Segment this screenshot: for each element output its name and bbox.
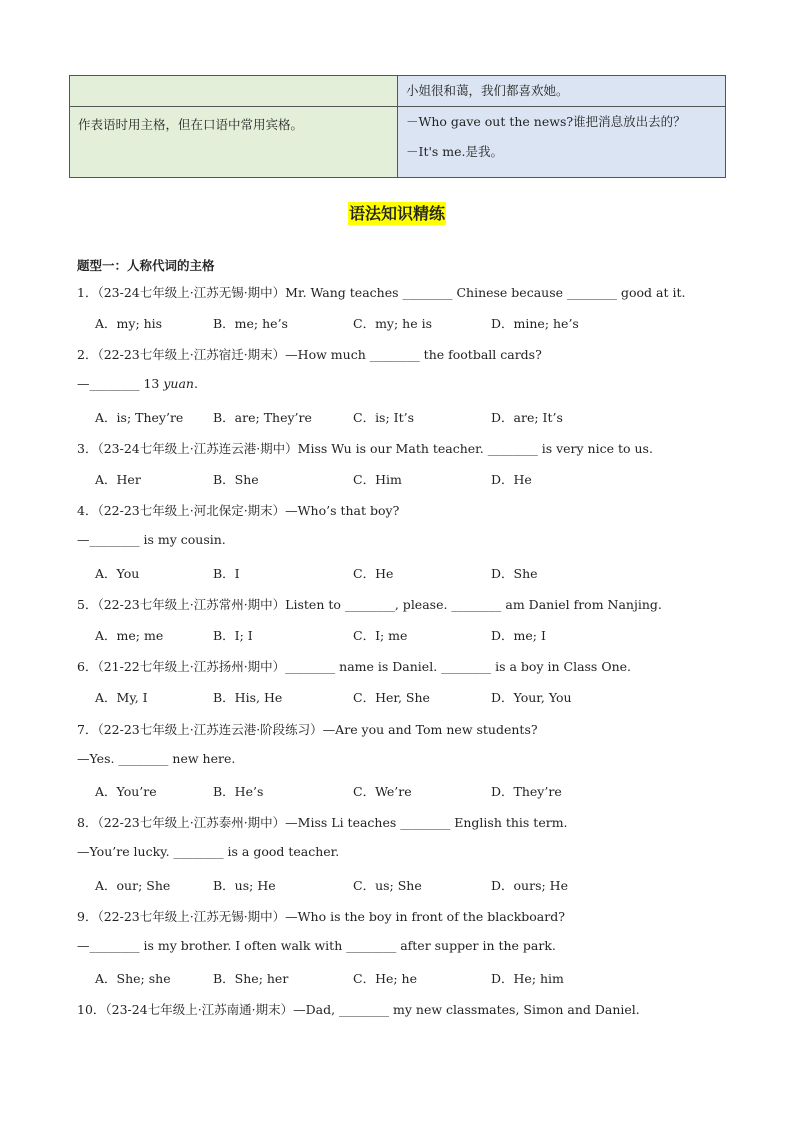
question-7-line2: —Yes. ________ new here. xyxy=(77,751,236,766)
option-c: C．He xyxy=(353,566,394,581)
option-a: A．our; She xyxy=(95,878,171,893)
question-7-stem: 7．（22-23七年级上·江苏连云港·阶段练习）—Are you and Tom new students? xyxy=(77,722,538,737)
option-c: C．I; me xyxy=(353,628,408,643)
option-c: C．Her, She xyxy=(353,690,430,705)
question-4-line2: —________ is my cousin. xyxy=(77,532,226,547)
question-1-stem: 1．（23-24七年级上·江苏无锡·期中）Mr. Wang teaches ________ Chinese because ________ good at it. xyxy=(77,285,686,300)
option-b: B．me; he’s xyxy=(213,316,288,331)
question-3-stem: 3．（23-24七年级上·江苏连云港·期中）Miss Wu is our Math teacher. ________ is very nice to us. xyxy=(77,441,653,456)
page-title-wrap xyxy=(0,201,794,224)
question-6-stem: 6．（21-22七年级上·江苏扬州·期中）________ name is Daniel. ________ is a boy in Class One. xyxy=(77,659,631,674)
option-a: A．my; his xyxy=(95,316,163,331)
option-a: A．is; They’re xyxy=(95,410,184,425)
table-cell-examples xyxy=(398,107,726,178)
question-8-stem: 8．（22-23七年级上·江苏泰州·期中）—Miss Li teaches ________ English this term. xyxy=(77,815,568,830)
option-b: B．He’s xyxy=(213,784,264,799)
option-c: C．us; She xyxy=(353,878,422,893)
question-2-line2: —________ 13 yuan. xyxy=(77,376,198,391)
option-b: B．I; I xyxy=(213,628,253,643)
table-cell-example: 小姐很和蔼，我们都喜欢她。 xyxy=(398,76,726,107)
option-b: B．She xyxy=(213,472,259,487)
option-b: B．His, He xyxy=(213,690,283,705)
option-d: D．are; It’s xyxy=(491,410,563,425)
option-c: C．We’re xyxy=(353,784,412,799)
option-d: D．They’re xyxy=(491,784,562,799)
option-c: C．my; he is xyxy=(353,316,432,331)
option-b: B．are; They’re xyxy=(213,410,312,425)
option-b: B．us; He xyxy=(213,878,276,893)
option-d: D．He xyxy=(491,472,532,487)
section-title: 题型一：人称代词的主格 xyxy=(77,258,215,273)
question-9-line2: —________ is my brother. I often walk with ________ after supper in the park. xyxy=(77,938,556,953)
option-c: C．He; he xyxy=(353,971,417,986)
option-a: A．You xyxy=(95,566,140,581)
table-cell-rule: 作表语时用主格，但在口语中常用宾格。 xyxy=(70,107,398,178)
option-a: A．Her xyxy=(95,472,141,487)
question-5-stem: 5．（22-23七年级上·江苏常州·期中）Listen to ________, please. ________ am Daniel from Nanjing. xyxy=(77,597,662,612)
option-d: D．Your, You xyxy=(491,690,572,705)
grammar-table xyxy=(69,75,726,178)
option-d: D．mine; he’s xyxy=(491,316,579,331)
question-4-stem: 4．（22-23七年级上·河北保定·期末）—Who’s that boy? xyxy=(77,503,400,518)
page-title: 语法知识精练 xyxy=(348,204,445,223)
option-c: C．Him xyxy=(353,472,402,487)
option-b: B．She; her xyxy=(213,971,289,986)
example-line: －It's me.是我。 xyxy=(406,144,504,159)
option-a: A．She; she xyxy=(95,971,171,986)
option-d: D．She xyxy=(491,566,538,581)
option-b: B．I xyxy=(213,566,240,581)
option-d: D．me; I xyxy=(491,628,546,643)
option-a: A．me; me xyxy=(95,628,164,643)
table-cell-empty xyxy=(70,76,398,107)
question-8-line2: —You’re lucky. ________ is a good teacher. xyxy=(77,844,340,859)
option-a: A．My, I xyxy=(95,690,148,705)
question-10-stem: 10．（23-24七年级上·江苏南通·期末）—Dad, ________ my new classmates, Simon and Daniel. xyxy=(77,1002,640,1017)
option-c: C．is; It’s xyxy=(353,410,415,425)
option-a: A．You’re xyxy=(95,784,157,799)
option-d: D．He; him xyxy=(491,971,564,986)
question-2-stem: 2．（22-23七年级上·江苏宿迁·期末）—How much ________ the football cards? xyxy=(77,347,542,362)
question-9-stem: 9．（22-23七年级上·江苏无锡·期中）—Who is the boy in front of the blackboard? xyxy=(77,909,565,924)
option-d: D．ours; He xyxy=(491,878,568,893)
example-line: －Who gave out the news?谁把消息放出去的？ xyxy=(406,114,686,129)
